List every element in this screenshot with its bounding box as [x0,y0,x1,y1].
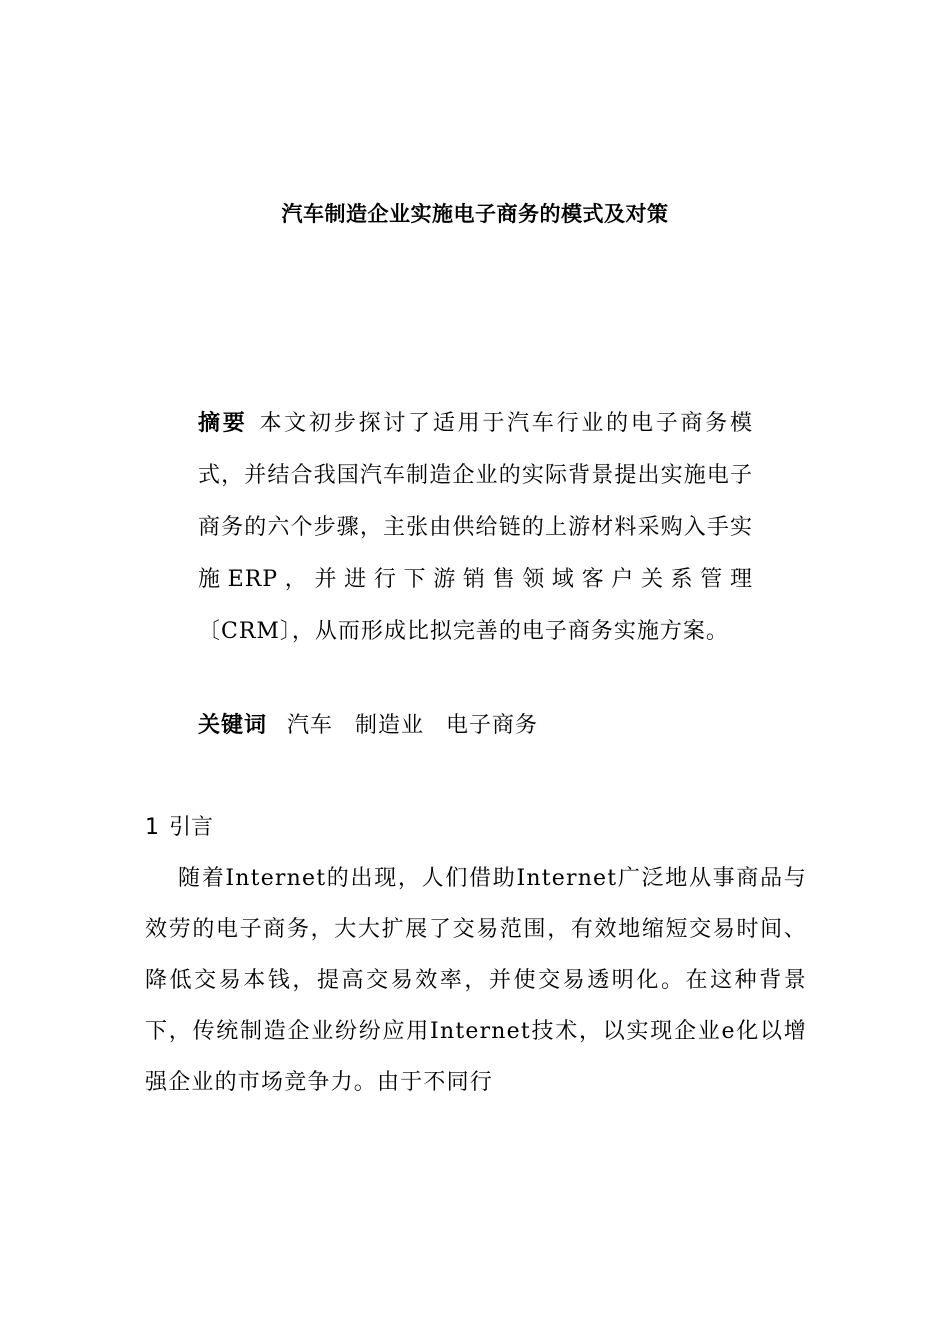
abstract-label: 摘要 [198,411,248,436]
section-number: 1 [145,815,159,840]
keyword-item: 汽车 [287,713,334,738]
abstract-text: 本文初步探讨了适用于汽车行业的电子商务模式，并结合我国汽车制造企业的实际背景提出实施电子商务的六个步骤，主张由供给链的上游材料采购入手实施ERP，并进行下游销售领域客户关系管理〔CRM〕，从而形成比拟完善的电子商务实施方案。 [198,411,753,644]
abstract-block [198,398,753,658]
body-paragraph: 随着Internet的出现，人们借助Internet广泛地从事商品与效劳的电子商务，大大扩展了交易范围，有效地缩短交易时间、降低交易本钱，提高交易效率，并使交易透明化。在这种背景下，传统制造企业纷纷应用Internet技术，以实现企业e化以增强企业的市场竞争力。由于不同行 [145,866,807,1095]
section-heading [145,808,213,848]
section-title: 引言 [169,815,214,840]
keyword-item: 电子商务 [446,713,539,738]
document-title: 汽车制造企业实施电子商务的模式及对策 [281,202,669,226]
keywords-label: 关键词 [198,713,268,738]
keywords-block [198,700,753,752]
keyword-item: 制造业 [355,713,425,738]
